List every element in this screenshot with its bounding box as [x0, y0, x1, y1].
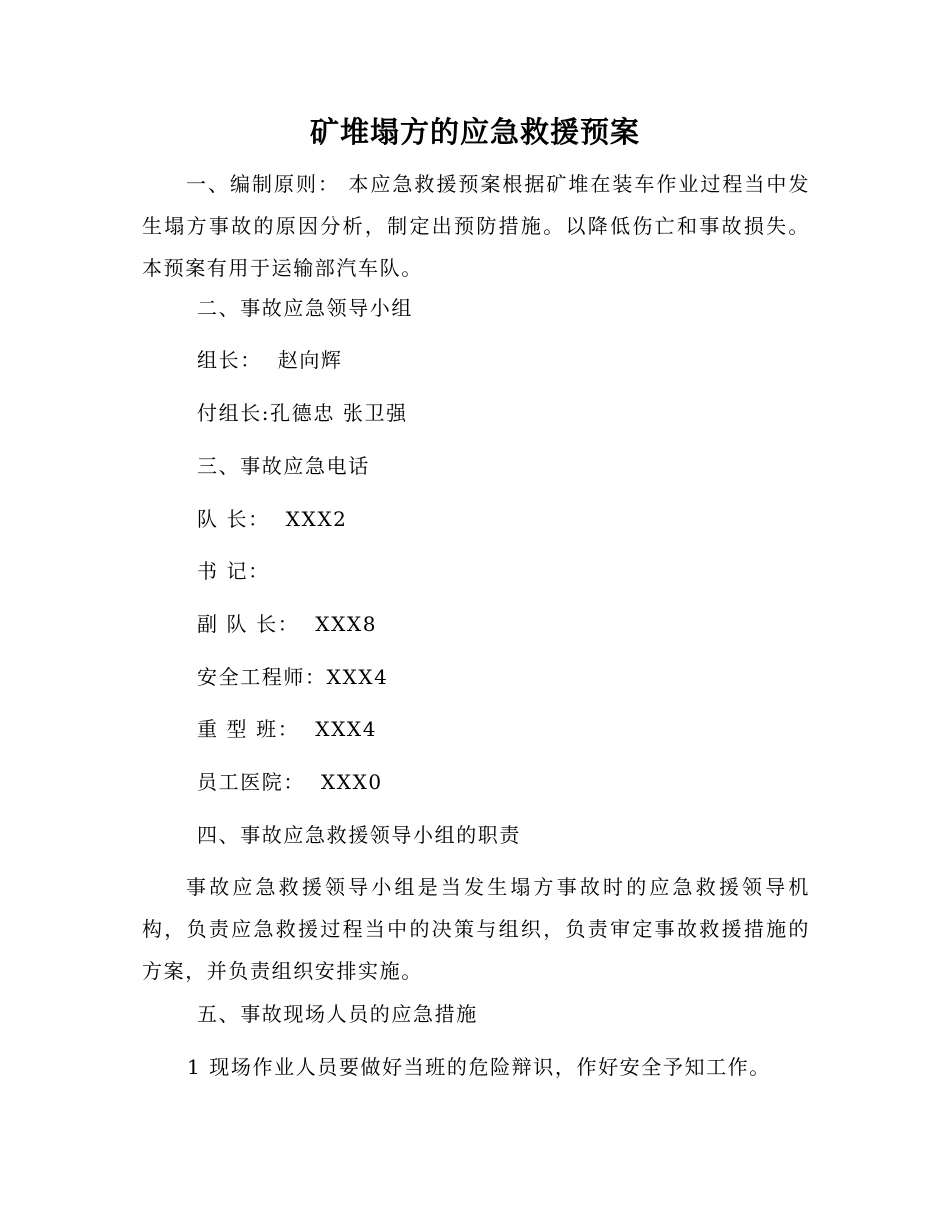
- section4-paragraph: 事故应急救援领导小组是当发生塌方事故时的应急救援领导机构，负责应急救援过程当中的决策与组织，负责审定事故救援措施的方案，并负责组织安排实施。: [142, 875, 810, 983]
- phone-vice-captain: 副 队 长： XXX8: [197, 612, 378, 636]
- leader-line: 组长： 赵向辉: [197, 348, 343, 372]
- section5-heading: 五、事故现场人员的应急措施: [197, 1002, 478, 1026]
- phone-heavy-team: 重 型 班： XXX4: [197, 717, 378, 741]
- measure-1: 1 现场作业人员要做好当班的危险辩识，作好安全予知工作。: [187, 1055, 771, 1079]
- document-title: 矿堆塌方的应急救援预案: [309, 115, 640, 149]
- phone-captain: 队 长： XXX2: [197, 507, 348, 531]
- section2-heading: 二、事故应急领导小组: [197, 296, 413, 320]
- deputy-leader-line: 付组长:孔德忠 张卫强: [197, 401, 408, 425]
- phone-secretary: 书 记：: [197, 559, 270, 583]
- phone-safety-engineer: 安全工程师：XXX4: [197, 665, 389, 689]
- phone-staff-hospital: 员工医院： XXX0: [197, 770, 383, 794]
- section4-heading: 四、事故应急救援领导小组的职责: [197, 823, 521, 847]
- section1-paragraph: 一、编制原则： 本应急救援预案根据矿堆在装车作业过程当中发生塌方事故的原因分析，制定出预防措施。以降低伤亡和事故损失。本预案有用于运输部汽车队。: [142, 172, 810, 280]
- section3-heading: 三、事故应急电话: [197, 454, 370, 478]
